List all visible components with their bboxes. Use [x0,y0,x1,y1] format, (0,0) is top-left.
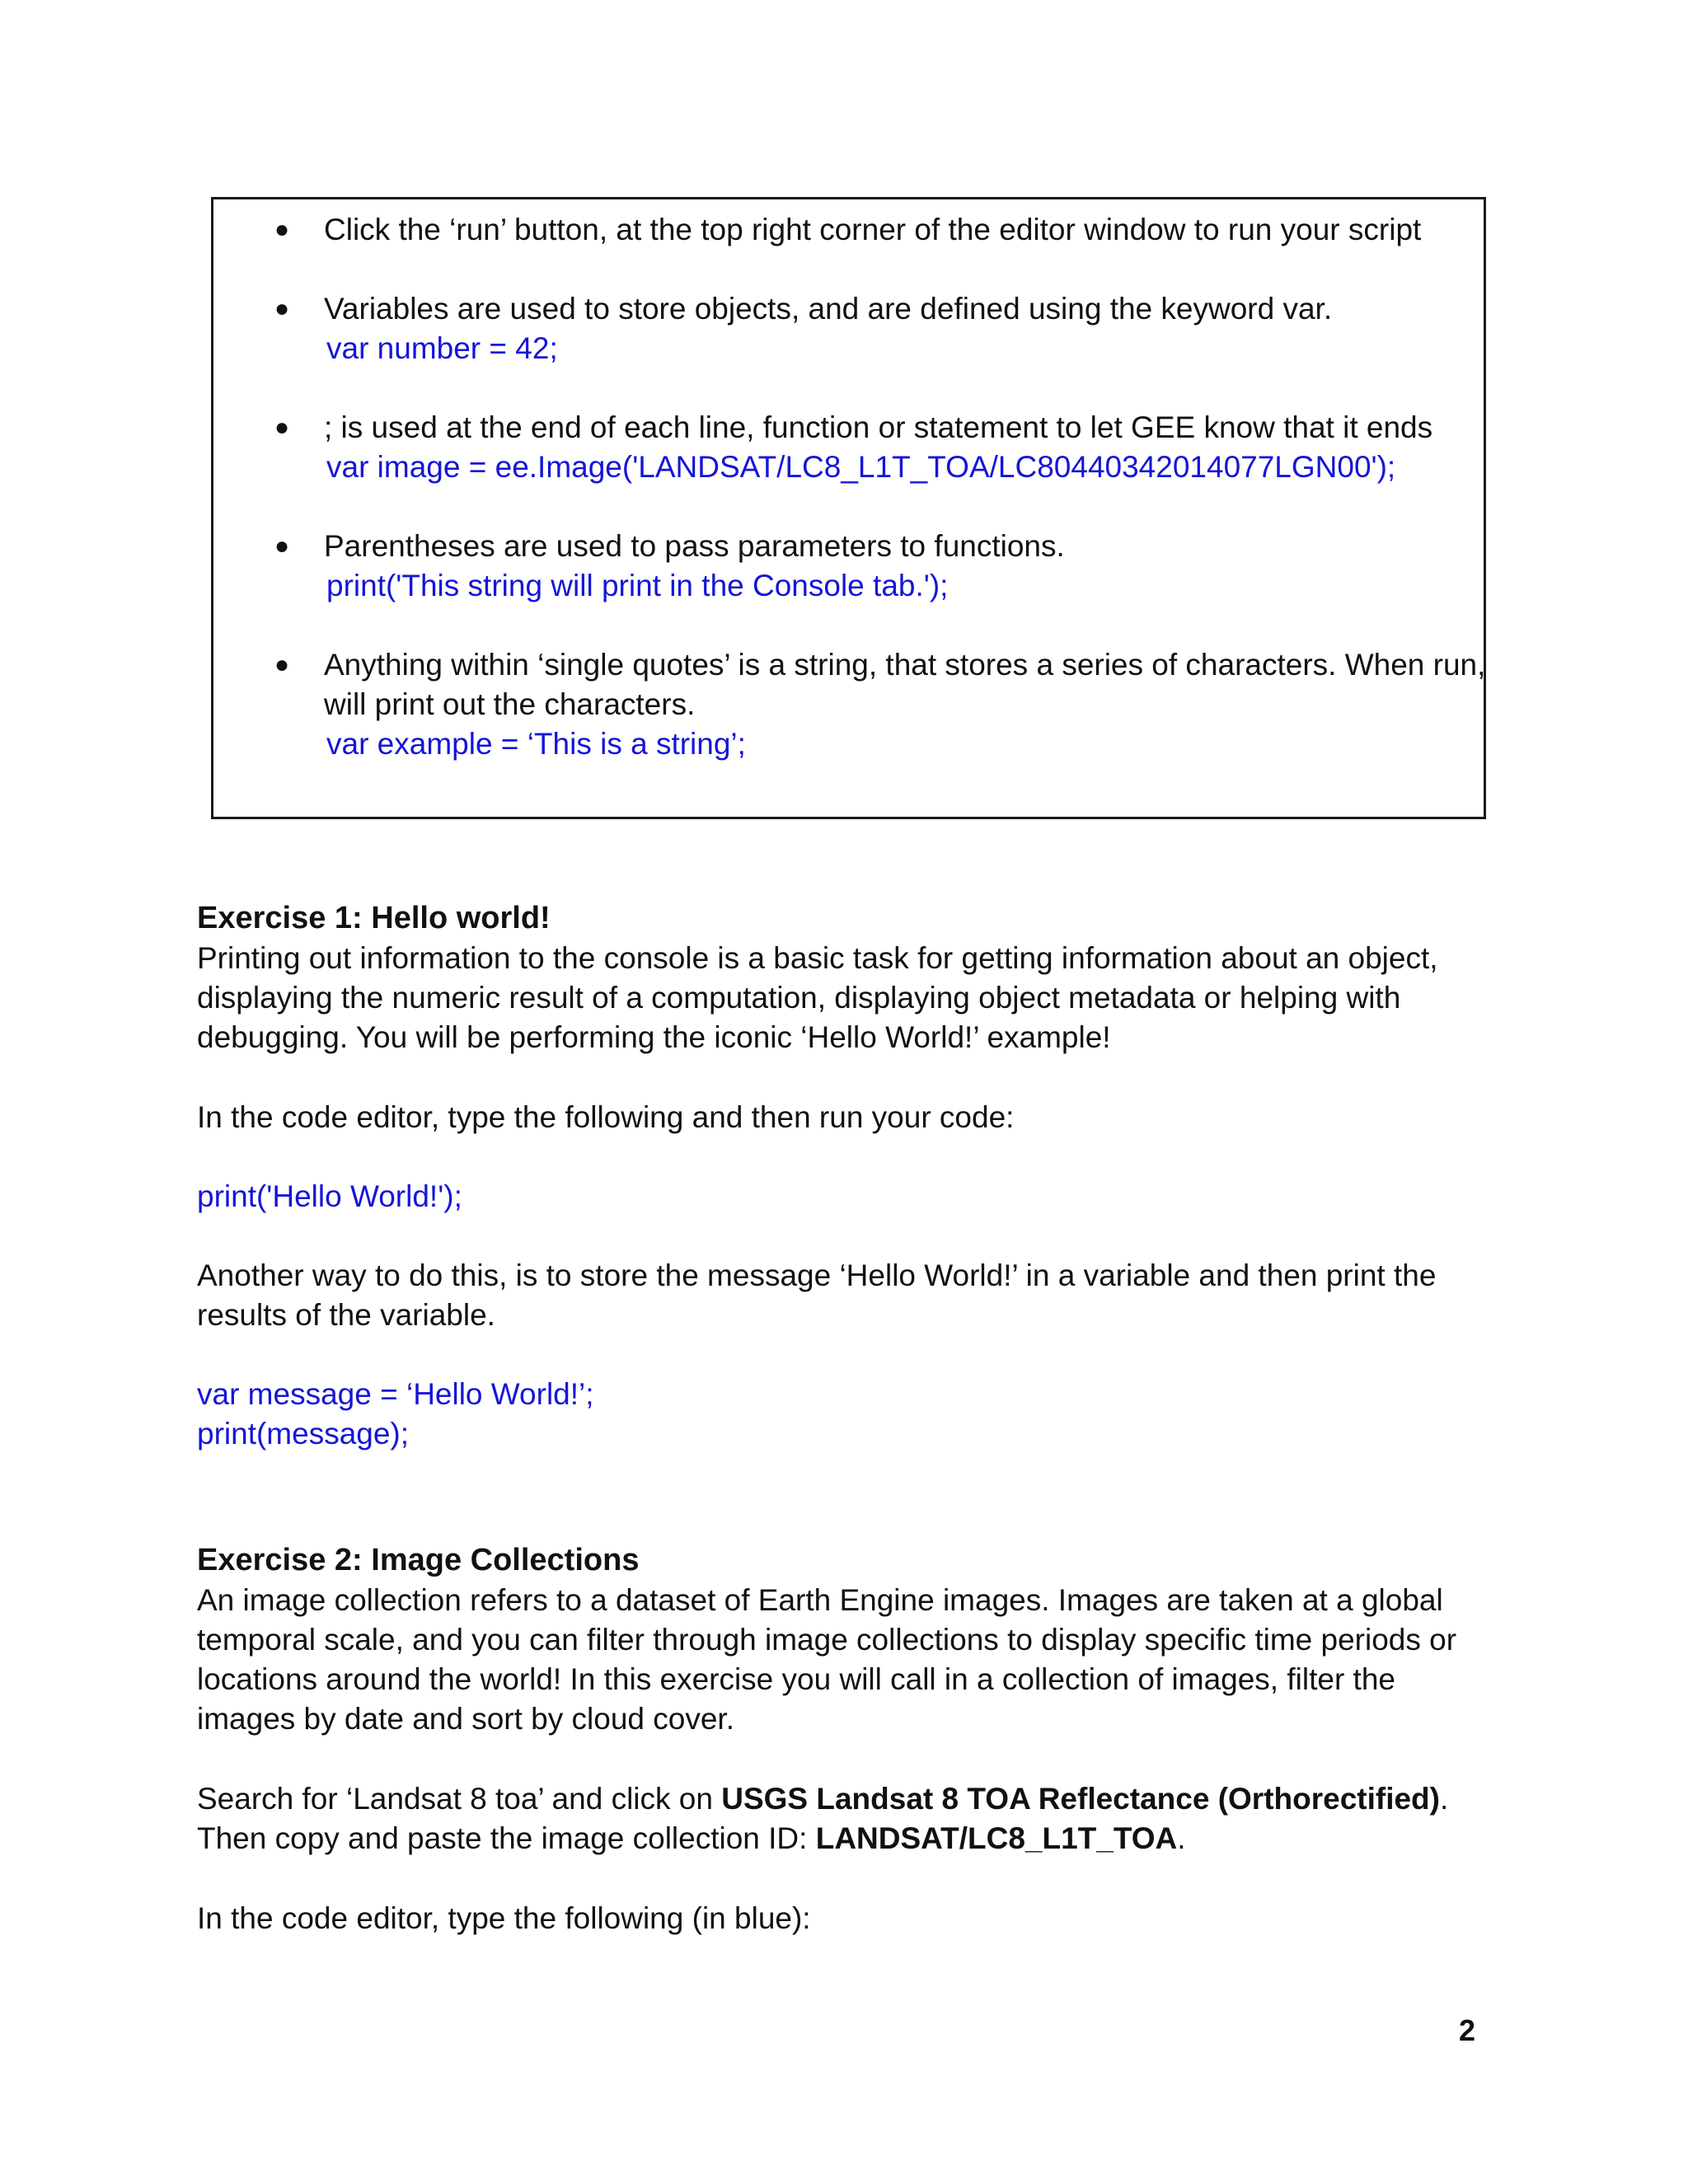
tip-text: Variables are used to store objects, and are defined using the keyword var. [324,292,1333,326]
dataset-name: USGS Landsat 8 TOA Reflectance (Orthorectified) [721,1782,1440,1816]
paragraph-line: Another way to do this, is to store the message ‘Hello World!’ in a variable and then print the [197,1258,1437,1292]
copy-text: Then copy and paste the image collection ID: [197,1821,816,1855]
paragraph-line: In the code editor, type the following and then run your code: [197,1100,1015,1134]
paragraph-line [197,1819,1516,1858]
bullet: ● [274,532,290,560]
paragraph-line: results of the variable. [197,1298,495,1332]
exercise-1-code-2 [197,1375,1516,1454]
tip-text: ; is used at the end of each line, function or statement to let GEE know that it ends [324,410,1433,444]
exercise-1-code-1 [197,1177,1516,1216]
tip-code: var example = ‘This is a string’; [326,727,746,761]
tip-text: Parentheses are used to pass parameters to functions. [324,529,1065,563]
paragraph-line: Printing out information to the console is a basic task for getting information about an object, [197,941,1438,975]
tips-box [211,197,1486,819]
exercise-1-instruction [197,1098,1516,1137]
bullet: ● [274,414,290,441]
paragraph-line: debugging. You will be performing the iconic ‘Hello World!’ example! [197,1020,1111,1054]
exercise-2-search [197,1779,1516,1858]
punctuation: . [1177,1821,1186,1855]
code-line: print(message); [197,1417,410,1451]
exercise-2-heading [197,1540,1516,1580]
paragraph-line: displaying the numeric result of a computation, displaying object metadata or helping with [197,981,1401,1015]
section-heading: Exercise 2: Image Collections [197,1543,640,1577]
bullet: ● [274,651,290,678]
bullet: ● [274,295,290,322]
tip-code: var image = ee.Image('LANDSAT/LC8_L1T_TOA/LC80440342014077LGN00'); [326,450,1396,484]
exercise-2-intro [197,1581,1516,1739]
paragraph-line: locations around the world! In this exercise you will call in a collection of images, filter the [197,1662,1395,1696]
paragraph-line: temporal scale, and you can filter through image collections to display specific time periods or [197,1623,1457,1657]
tip-text: will print out the characters. [324,687,696,721]
paragraph-line: images by date and sort by cloud cover. [197,1702,734,1736]
collection-id: LANDSAT/LC8_L1T_TOA [815,1821,1178,1855]
bullet: ● [274,216,290,243]
paragraph-line: An image collection refers to a dataset of Earth Engine images. Images are taken at a global [197,1583,1443,1617]
paragraph-line [197,1779,1516,1819]
code-line: print('Hello World!'); [197,1179,462,1213]
search-text: Search for ‘Landsat 8 toa’ and click on [197,1782,722,1816]
code-line: var message = ‘Hello World!’; [197,1377,594,1411]
section-heading: Exercise 1: Hello world! [197,901,551,935]
exercise-2-instruction [197,1899,1516,1938]
exercise-1-intro [197,939,1516,1057]
tip-text: Click the ‘run’ button, at the top right corner of the editor window to run your script [324,213,1422,246]
tip-code: print('This string will print in the Console tab.'); [326,569,949,602]
page-number: 2 [1458,2013,1475,2047]
punctuation: . [1439,1782,1449,1816]
tip-text: Anything within ‘single quotes’ is a string, that stores a series of characters. When run, [324,648,1486,682]
paragraph-line: In the code editor, type the following (in blue): [197,1901,811,1935]
exercise-1-heading [197,898,1516,938]
exercise-1-alt [197,1256,1516,1335]
tip-code: var number = 42; [326,331,558,365]
